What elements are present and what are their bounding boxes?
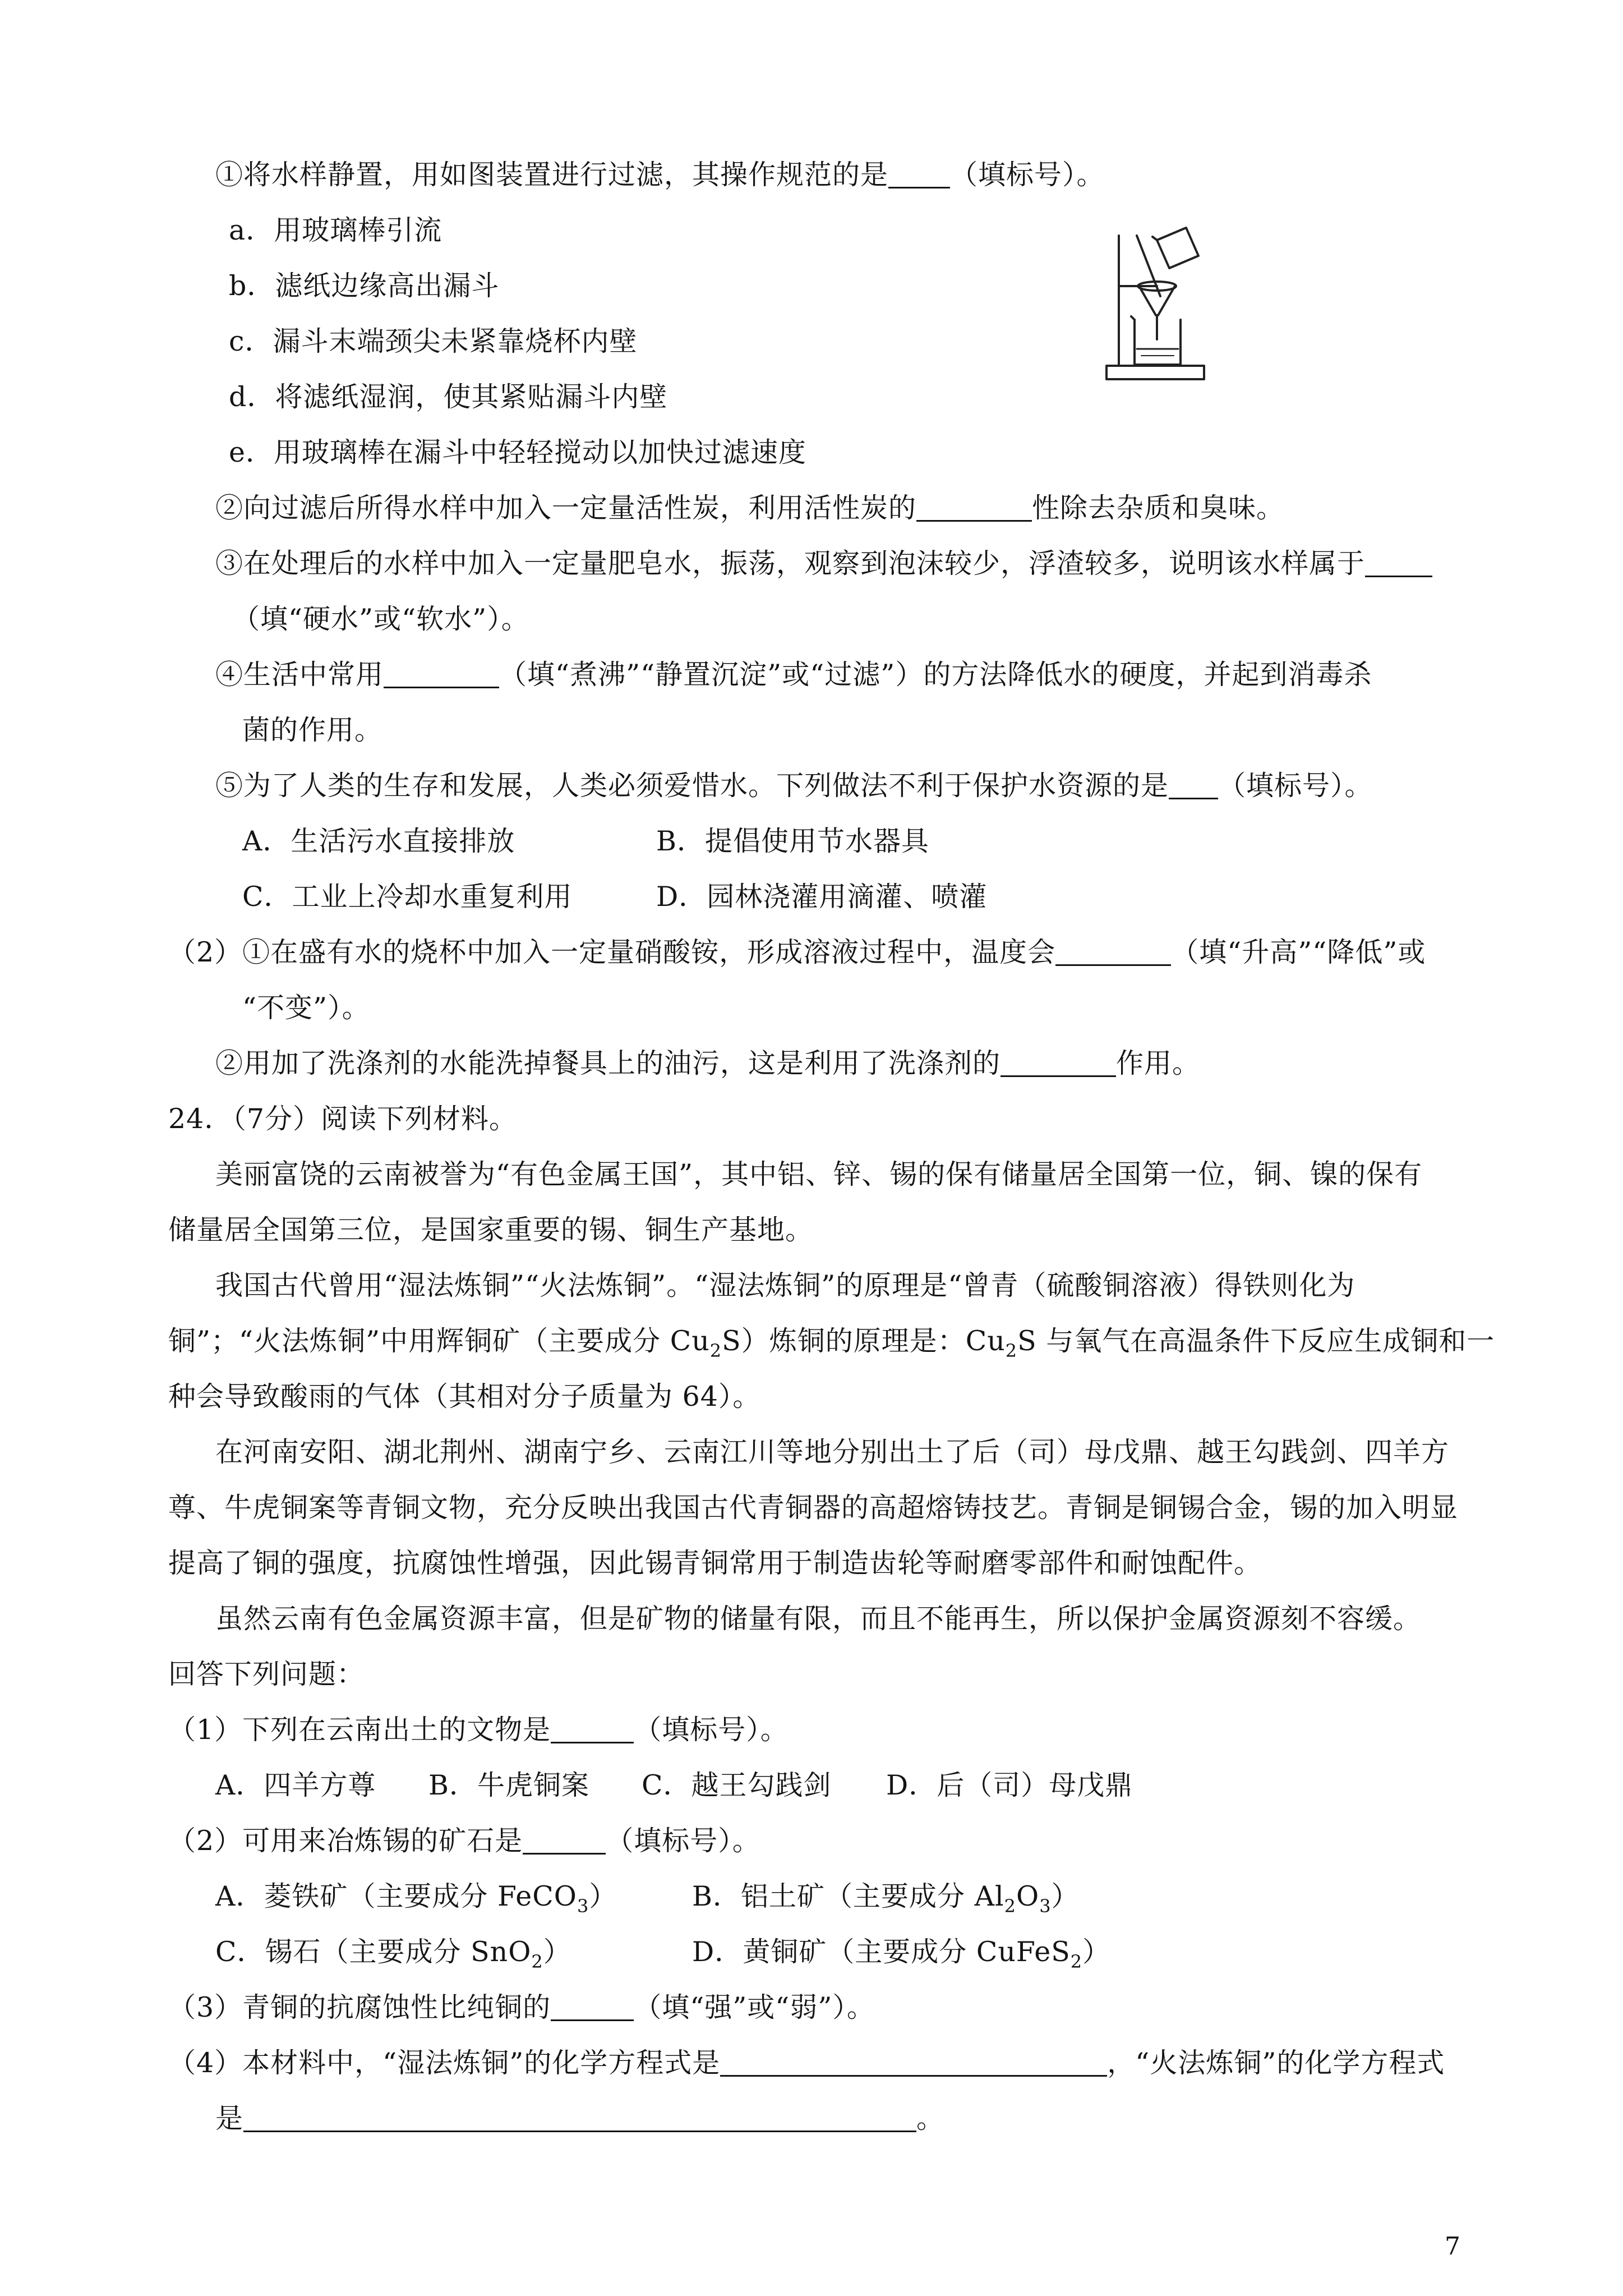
answer-blank[interactable] [1055, 940, 1171, 966]
answer-blank[interactable] [551, 1717, 634, 1743]
q23-soften-water: ④生活中常用 （填“煮沸”“静置沉淀”或“过滤”）的方法降低水的硬度，并起到消毒杀 [215, 659, 1372, 691]
q24-sub4: （4）本材料中，“湿法炼铜”的化学方程式是 ，“火法炼铜”的化学方程式 [168, 2047, 1445, 2079]
sub1-option-c: C．越王勾践剑 [642, 1769, 832, 1801]
answer-blank[interactable] [1000, 1051, 1116, 1077]
q24-para1-line1: 美丽富饶的云南被誉为“有色金属王国”，其中铝、锌、锡的保有储量居全国第一位，铜、镍的保有 [215, 1158, 1423, 1190]
q24-sub4-cont: 是 。 [215, 2102, 945, 2134]
sub2-option-c: C．锡石（主要成分 SnO$_2$） [215, 1936, 571, 1972]
q24-para2-line1: 我国古代曾用“湿法炼铜”“火法炼铜”。“湿法炼铜”的原理是“曾青（硫酸铜溶液）得铁则化为 [215, 1269, 1355, 1301]
q23-soften-water-cont: 菌的作用。 [242, 714, 383, 746]
sub2-option-b: B．铝土矿（主要成分 $Al_2O_3$） [692, 1880, 1080, 1917]
choice-d: D．园林浇灌用滴灌、喷灌 [656, 881, 988, 913]
q23-part2-temperature: （2）①在盛有水的烧杯中加入一定量硝酸铵，形成溶液过程中，温度会 （填“升高”“降低”或 [168, 936, 1426, 968]
filtration-apparatus-figure [1102, 224, 1209, 387]
q24-para3-line2: 尊、牛虎铜案等青铜文物，充分反映出我国古代青铜器的高超熔铸技艺。青铜是铜锡合金，锡的加入明显 [168, 1492, 1459, 1524]
sub1-option-a: A．四羊方尊 [215, 1769, 376, 1801]
q23-hard-water: ③在处理后的水样中加入一定量肥皂水，振荡，观察到泡沫较少，浮渣较多，说明该水样属于 [215, 547, 1432, 581]
option-d: d．将滤纸湿润，使其紧贴漏斗内壁 [229, 381, 668, 413]
q24-sub3: （3）青铜的抗腐蚀性比纯铜的 （填“强”或“弱”）。 [168, 1991, 875, 2023]
choice-c: C．工业上冷却水重复利用 [242, 881, 573, 913]
q23-part2-detergent: ②用加了洗涤剂的水能洗掉餐具上的油污，这是利用了洗涤剂的 作用。 [215, 1047, 1201, 1079]
q24-para2-line2: 铜”；“火法炼铜”中用辉铜矿（主要成分 $Cu_2S$）炼铜的原理是：$Cu_2S$ 与氧气在高温条件下反应生成铜和一 [168, 1325, 1495, 1361]
answer-blank-wet-copper[interactable] [720, 2050, 1107, 2077]
q23-filter-question: ①将水样静置，用如图装置进行过滤，其操作规范的是 （填标号）。 [215, 159, 1105, 191]
choice-a: A．生活污水直接排放 [242, 825, 515, 857]
q24-sub1: （1）下列在云南出土的文物是 （填标号）。 [168, 1714, 789, 1746]
q24-para2-line3: 种会导致酸雨的气体（其相对分子质量为 64）。 [168, 1381, 761, 1412]
sub2-option-a: A．菱铁矿（主要成分 FeCO$_3$） [215, 1880, 617, 1917]
answer-blank[interactable] [916, 495, 1032, 522]
q23-hard-water-hint: （填“硬水”或“软水”）。 [232, 603, 529, 635]
sub1-option-b: B．牛虎铜案 [428, 1769, 590, 1801]
q24-para1-line2: 储量居全国第三位，是国家重要的锡、铜生产基地。 [168, 1214, 814, 1246]
answer-blank[interactable] [888, 162, 950, 188]
answer-blank[interactable] [1365, 551, 1432, 577]
option-a: a．用玻璃棒引流 [229, 214, 442, 246]
q23-protect-water: ⑤为了人类的生存和发展，人类必须爱惜水。下列做法不利于保护水资源的是 （填标号）。 [215, 770, 1373, 802]
answer-blank[interactable] [523, 1828, 606, 1855]
q24-para3-line3: 提高了铜的强度，抗腐蚀性增强，因此锡青铜常用于制造齿轮等耐磨零部件和耐蚀配件。 [168, 1547, 1262, 1579]
page-number: 7 [1445, 2232, 1460, 2261]
q23-part2-temperature-cont: “不变”）。 [242, 992, 370, 1024]
choice-b: B．提倡使用节水器具 [656, 825, 930, 857]
q24-para3-line1: 在河南安阳、湖北荆州、湖南宁乡、云南江川等地分别出土了后（司）母戊鼎、越王勾践剑、四羊方 [215, 1436, 1450, 1468]
q24-sub2: （2）可用来冶炼锡的矿石是 （填标号）。 [168, 1825, 760, 1857]
sub2-option-d: D．黄铜矿（主要成分 CuFeS$_2$） [692, 1936, 1111, 1972]
q23-activated-carbon: ②向过滤后所得水样中加入一定量活性炭，利用活性炭的 性除去杂质和臭味。 [215, 492, 1285, 524]
option-c: c．漏斗末端颈尖未紧靠烧杯内壁 [229, 325, 638, 357]
answer-blank[interactable] [551, 1995, 634, 2021]
q24-heading: 24．（7分）阅读下列材料。 [168, 1103, 518, 1135]
sub1-option-d: D．后（司）母戊鼎 [886, 1769, 1133, 1801]
option-b: b．滤纸边缘高出漏斗 [229, 270, 500, 302]
answer-blank-fire-copper[interactable] [243, 2106, 916, 2132]
answer-blank[interactable] [384, 662, 499, 688]
option-e: e．用玻璃棒在漏斗中轻轻搅动以加快过滤速度 [229, 436, 806, 468]
q24-para4: 虽然云南有色金属资源丰富，但是矿物的储量有限，而且不能再生，所以保护金属资源刻不容缓。 [215, 1603, 1422, 1635]
answer-blank[interactable] [1169, 773, 1218, 799]
q24-answer-prompt: 回答下列问题： [168, 1658, 365, 1690]
